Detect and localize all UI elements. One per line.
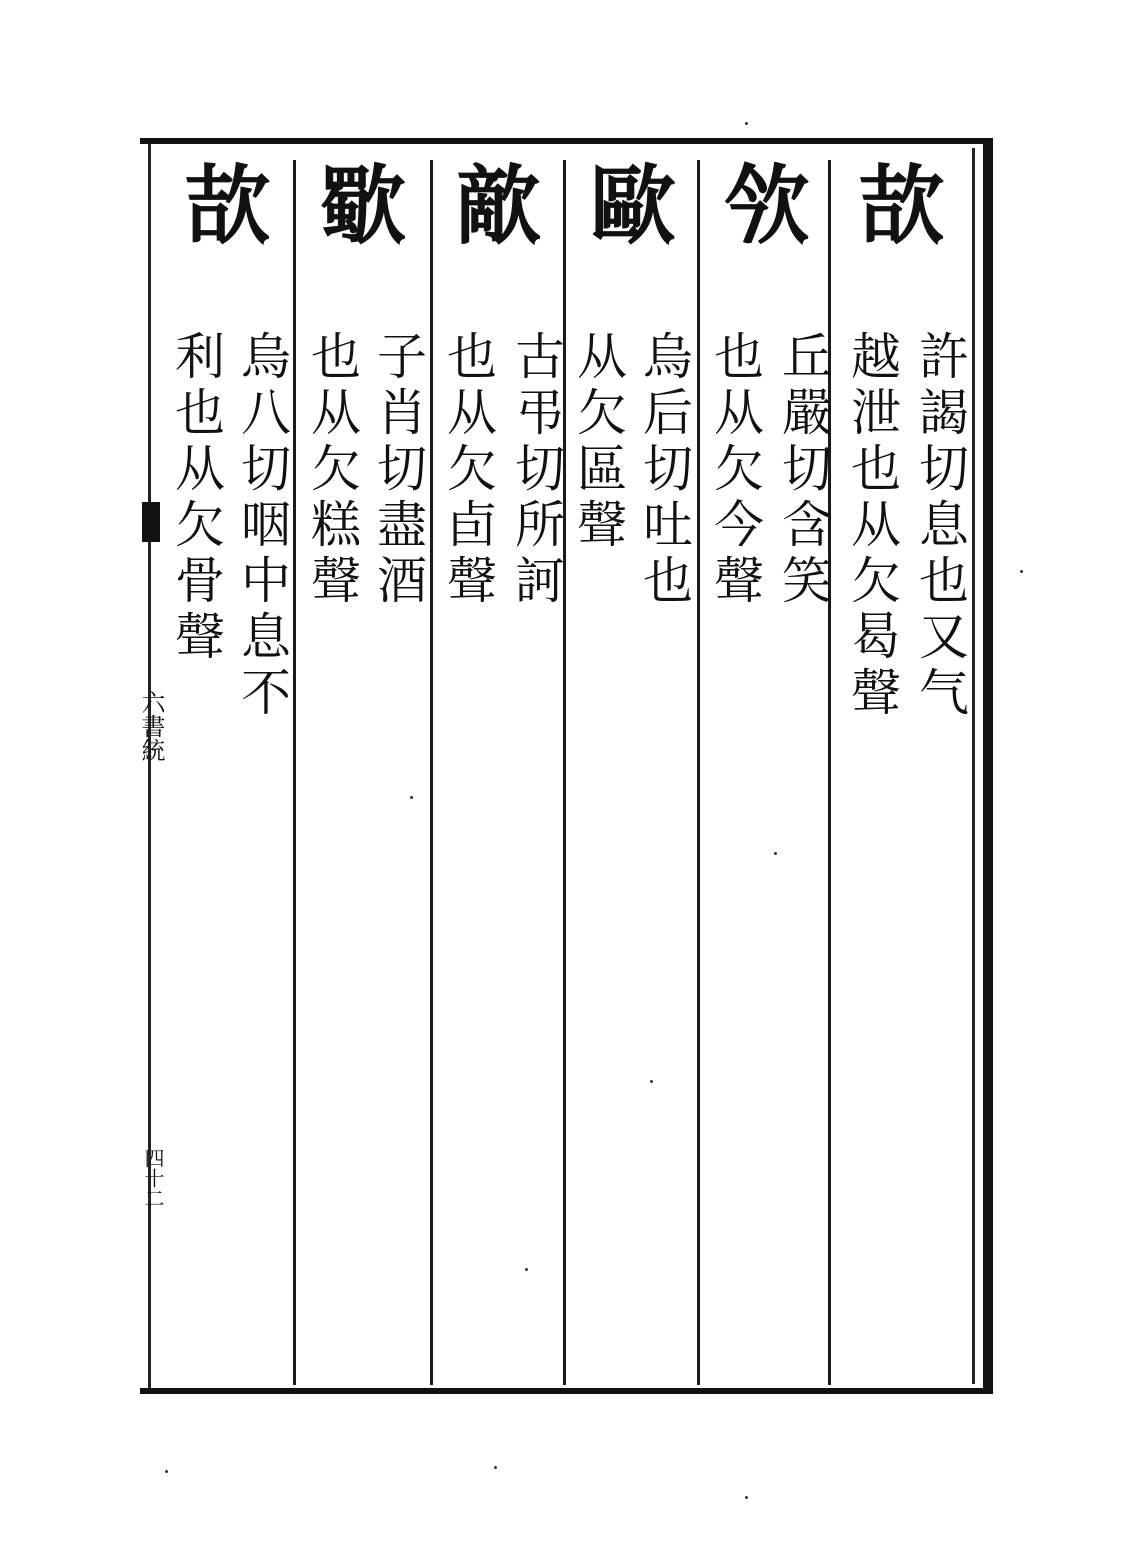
frame-bottom-border bbox=[140, 1388, 993, 1394]
frame-right-inner-border bbox=[972, 148, 975, 1384]
seal-character: 歜 bbox=[305, 160, 406, 246]
scan-speck bbox=[774, 852, 777, 855]
scan-speck bbox=[745, 1496, 748, 1499]
frame-right-border bbox=[983, 138, 993, 1394]
gloss-left-column: 也从欠今聲 bbox=[706, 330, 764, 610]
scan-speck bbox=[165, 1470, 168, 1473]
scan-speck bbox=[650, 1080, 653, 1083]
gloss-left-column: 也从欠卣聲 bbox=[439, 330, 497, 610]
gloss-right-column: 古弔切所訶 bbox=[507, 330, 565, 610]
gloss-right-column: 丘嚴切含笑 bbox=[774, 330, 832, 610]
scan-speck bbox=[494, 1466, 497, 1469]
column-divider bbox=[293, 160, 296, 1385]
scan-speck bbox=[525, 1268, 528, 1271]
seal-character: 歒 bbox=[441, 160, 542, 246]
scan-speck bbox=[745, 122, 748, 125]
gloss-left-column: 利也从欠骨聲 bbox=[167, 330, 225, 666]
seal-character: 欯 bbox=[169, 160, 270, 246]
gloss-right-column: 子肖切盡酒 bbox=[369, 330, 427, 610]
seal-character: 歐 bbox=[575, 160, 676, 246]
column-divider bbox=[430, 160, 433, 1385]
frame-top-border bbox=[140, 138, 993, 144]
gloss-left-column: 越泄也从欠曷聲 bbox=[843, 330, 901, 722]
scan-speck bbox=[1020, 570, 1023, 573]
gloss-right-column: 烏后切吐也 bbox=[635, 330, 693, 610]
gloss-right-column: 許謁切息也又气 bbox=[911, 330, 969, 722]
scan-speck bbox=[410, 796, 413, 799]
seal-character: 欯 bbox=[843, 160, 944, 246]
book-title: 六書統 bbox=[137, 690, 165, 762]
seal-character: 欦 bbox=[708, 160, 809, 246]
gloss-left-column: 也从欠糕聲 bbox=[303, 330, 361, 610]
fish-tail-mark bbox=[142, 502, 160, 542]
page-number: 四十二 bbox=[141, 1148, 165, 1208]
column-divider bbox=[697, 160, 700, 1385]
gloss-left-column: 从欠區聲 bbox=[569, 330, 627, 554]
gloss-right-column: 烏八切咽中息不 bbox=[233, 330, 291, 722]
